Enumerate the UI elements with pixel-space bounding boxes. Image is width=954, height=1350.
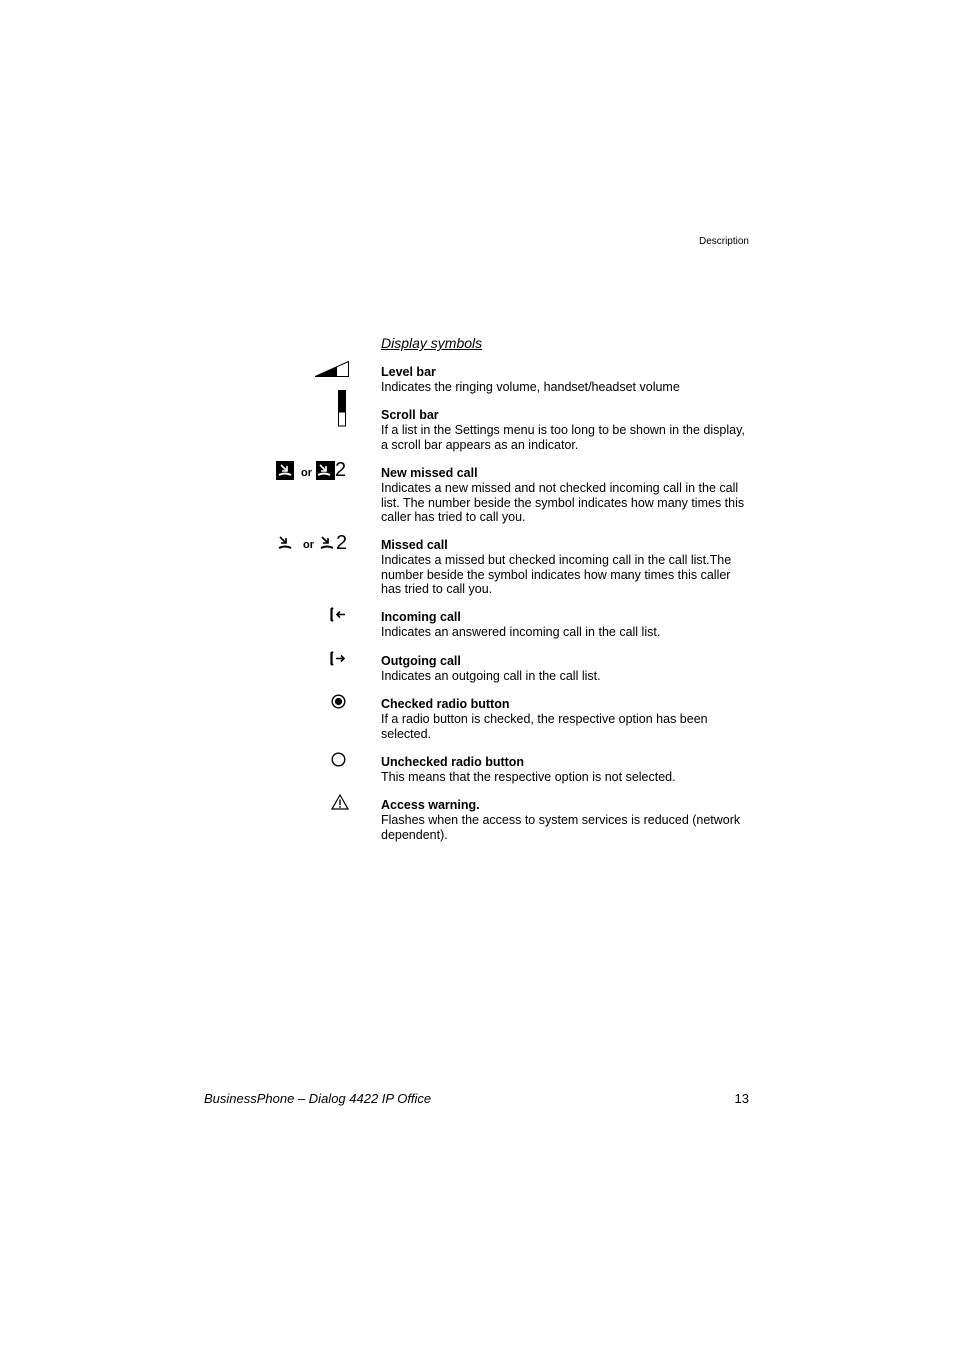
section-title: Display symbols (381, 335, 483, 351)
entry-title: Checked radio button (381, 697, 510, 711)
or-label: or (303, 539, 314, 551)
entry-title: Missed call (381, 538, 448, 552)
entry-title: Unchecked radio button (381, 755, 525, 769)
outgoing-call-icon (330, 651, 346, 667)
entry-scroll-bar (381, 408, 753, 452)
missed-call-count: 2 (336, 532, 348, 554)
entry-incoming-call (381, 610, 753, 640)
entry-missed-call (381, 538, 753, 597)
header-section-label: Description (698, 236, 749, 247)
warning-triangle-icon (331, 794, 349, 810)
entry-description: Indicates an outgoing call in the call list. (381, 669, 601, 683)
incoming-call-icon (330, 607, 346, 623)
new-missed-call-icon (276, 461, 294, 480)
entry-description: If a radio button is checked, the respective option has been selected. (381, 712, 708, 741)
entry-level-bar (381, 365, 753, 395)
entry-title: Incoming call (381, 610, 461, 624)
footer-document-title: BusinessPhone – Dialog 4422 IP Office (204, 1091, 432, 1106)
checked-radio-icon (331, 694, 346, 709)
entry-description: If a list in the Settings menu is too long to be shown in the display, a scroll bar appears as an indicator. (381, 423, 745, 452)
entry-title: Level bar (381, 365, 436, 379)
entry-description: Indicates a new missed and not checked incoming call in the call list. The number beside the symbol indicates how many times this caller has tried to call you. (381, 481, 745, 524)
or-label: or (301, 467, 312, 479)
missed-call-icon (278, 535, 292, 551)
entry-description: Indicates an answered incoming call in the call list. (381, 625, 661, 639)
unchecked-radio-icon (331, 752, 346, 767)
level-bar-icon (315, 361, 349, 377)
entry-description: Flashes when the access to system services is reduced (network dependent). (381, 813, 741, 842)
entry-checked-radio (381, 697, 753, 741)
footer-page-number: 13 (734, 1091, 749, 1106)
entry-description: This means that the respective option is not selected. (381, 770, 676, 784)
entry-outgoing-call (381, 654, 753, 684)
missed-call-count-icon (320, 535, 334, 551)
entry-access-warning (381, 798, 753, 842)
entry-new-missed-call (381, 466, 753, 525)
new-missed-call-count: 2 (335, 459, 347, 481)
entry-description: Indicates a missed but checked incoming call in the call list.The number beside the symbol indicates how many times this caller has tried to call you. (381, 553, 732, 596)
entry-description: Indicates the ringing volume, handset/headset volume (381, 380, 680, 394)
entry-title: New missed call (381, 466, 478, 480)
new-missed-call-count-icon (316, 461, 335, 480)
scroll-bar-icon (338, 390, 347, 427)
entry-title: Access warning. (381, 798, 480, 812)
entry-unchecked-radio (381, 755, 753, 785)
entry-title: Scroll bar (381, 408, 439, 422)
entry-title: Outgoing call (381, 654, 461, 668)
